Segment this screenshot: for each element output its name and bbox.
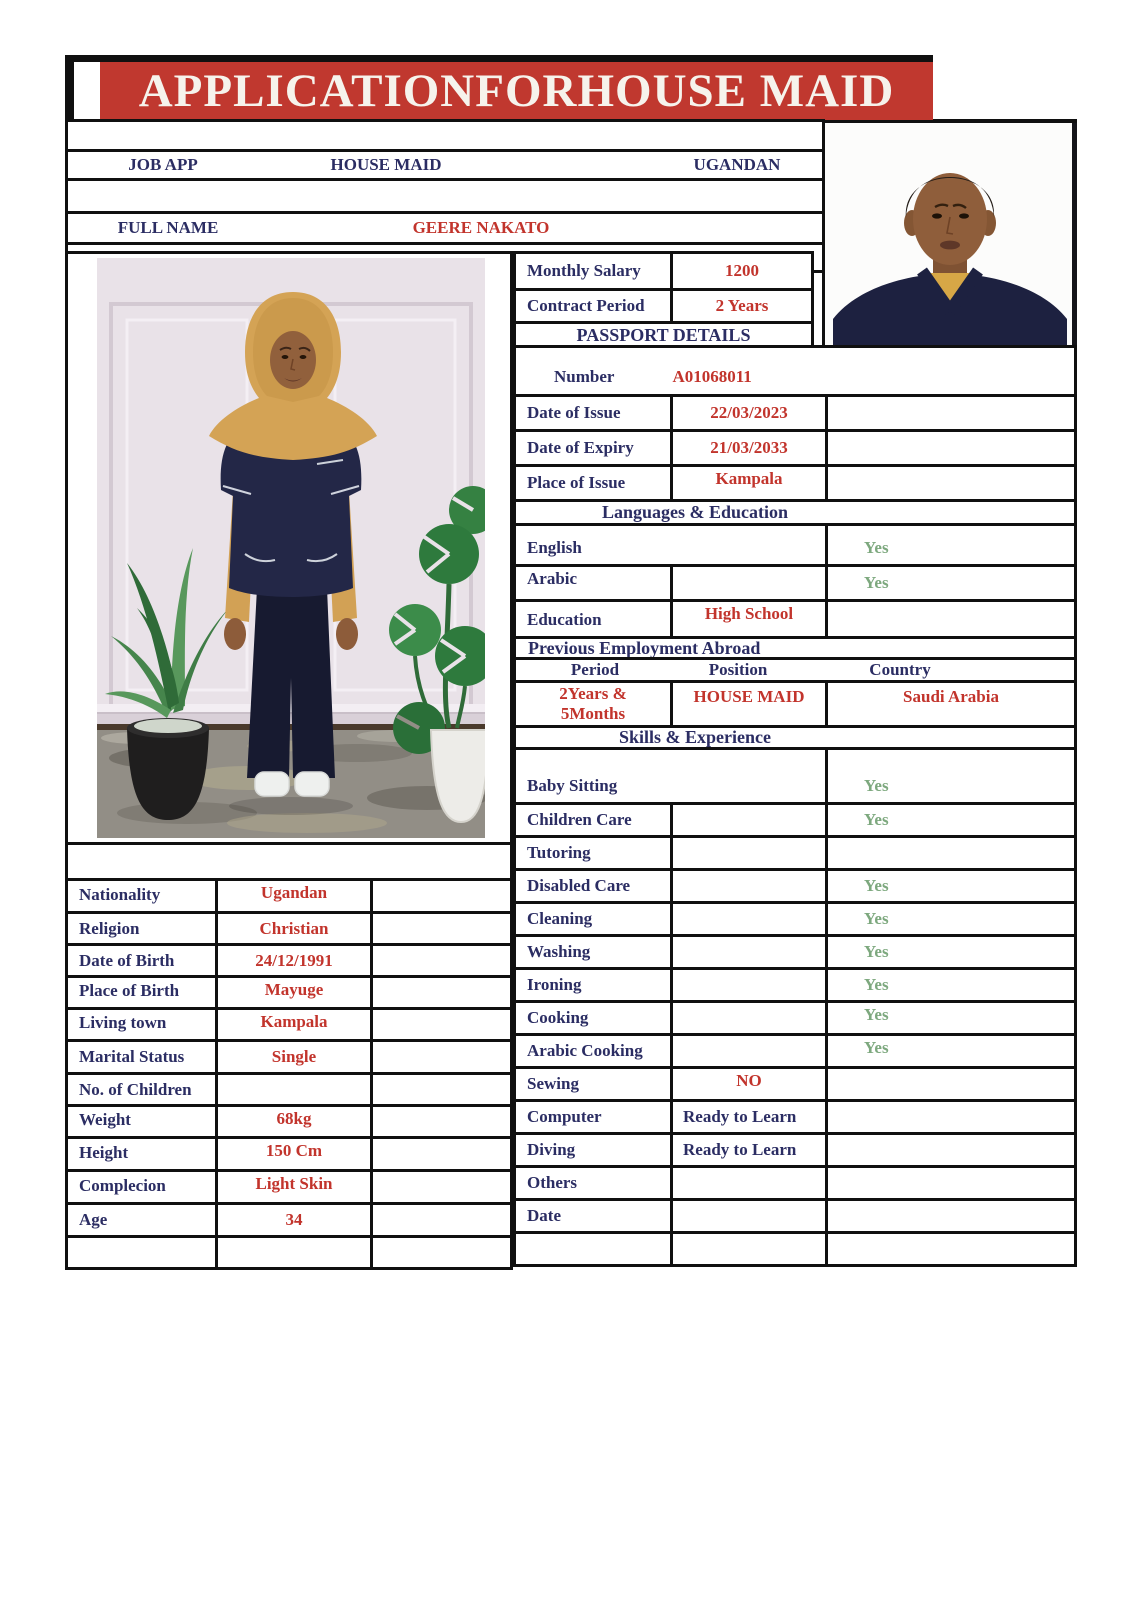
skill-label: Children Care xyxy=(516,805,673,838)
languages-section-row xyxy=(516,502,1077,526)
empty-strip-left xyxy=(65,842,513,881)
skill-row-cleaning xyxy=(516,904,1077,937)
passport-photo-frame xyxy=(825,123,1077,350)
skill-row-others xyxy=(516,1168,1077,1201)
personal-value: Light Skin xyxy=(218,1172,373,1205)
personal-row-place-of-birth xyxy=(68,978,513,1010)
personal-label: Religion xyxy=(68,914,218,946)
skill-row-date xyxy=(516,1201,1077,1234)
full-name-row xyxy=(65,211,825,245)
skill-label: Cooking xyxy=(516,1003,673,1036)
country-header: Country xyxy=(869,660,931,679)
right-table xyxy=(513,394,1077,1267)
personal-value: 34 xyxy=(218,1205,373,1238)
empty-header-row xyxy=(65,178,825,214)
date-of-issue-label: Date of Issue xyxy=(516,397,673,432)
title-banner xyxy=(100,62,933,120)
applicant-photo xyxy=(97,258,485,838)
personal-value: 150 Cm xyxy=(218,1139,373,1172)
skill-row-tutoring xyxy=(516,838,1077,871)
english-label: English xyxy=(516,526,828,567)
place-of-issue-value: Kampala xyxy=(673,467,828,502)
personal-label xyxy=(68,1238,218,1270)
skill-row-arabic-cooking xyxy=(516,1036,1077,1069)
personal-value: 68kg xyxy=(218,1107,373,1139)
personal-row-living-town xyxy=(68,1010,513,1042)
contract-period-label: Contract Period xyxy=(516,291,673,324)
skill-label: Baby Sitting xyxy=(516,750,828,805)
date-of-expiry-row xyxy=(516,432,1077,467)
personal-label: Nationality xyxy=(68,881,218,914)
skill-row-sewing xyxy=(516,1069,1077,1102)
education-value: High School xyxy=(673,602,828,639)
skill-label: Washing xyxy=(516,937,673,970)
skill-value: Yes xyxy=(828,970,1077,1003)
employment-period-value: 2Years & 5Months xyxy=(516,683,673,728)
personal-row-marital-status xyxy=(68,1042,513,1075)
personal-label: Place of Birth xyxy=(68,978,218,1010)
prev-employment-section-row xyxy=(516,639,1077,660)
skill-value: Yes xyxy=(828,937,1077,970)
date-of-expiry-label: Date of Expiry xyxy=(516,432,673,467)
job-nationality-label: UGANDAN xyxy=(693,155,781,174)
personal-label: Weight xyxy=(68,1107,218,1139)
skill-label: Diving xyxy=(516,1135,673,1168)
job-type-label: JOB APP xyxy=(128,155,198,174)
personal-row-nationality xyxy=(68,881,513,914)
place-of-issue-row xyxy=(516,467,1077,502)
personal-label: Height xyxy=(68,1139,218,1172)
skill-row-empty xyxy=(516,1234,1077,1267)
skill-row-cooking xyxy=(516,1003,1077,1036)
job-position-label: HOUSE MAID xyxy=(330,155,442,174)
education-row xyxy=(516,602,1077,639)
english-row xyxy=(516,526,1077,567)
employment-country-value: Saudi Arabia xyxy=(828,683,1077,728)
employment-position-value: HOUSE MAID xyxy=(673,683,828,728)
personal-row-complexion xyxy=(68,1172,513,1205)
date-of-issue-value: 22/03/2023 xyxy=(673,397,828,432)
personal-label: Living town xyxy=(68,1010,218,1042)
skill-label: Tutoring xyxy=(516,838,673,871)
personal-value xyxy=(218,1075,373,1107)
employment-header-cell xyxy=(516,660,1077,683)
skill-value: Yes xyxy=(828,1003,1077,1036)
monthly-salary-value: 1200 xyxy=(673,254,814,291)
skills-section-title: Skills & Experience xyxy=(516,728,1077,750)
arabic-row xyxy=(516,567,1077,602)
skill-label: Date xyxy=(516,1201,673,1234)
personal-value: Single xyxy=(218,1042,373,1075)
english-value: Yes xyxy=(828,526,1077,567)
skill-label: Computer xyxy=(516,1102,673,1135)
full-name-label: FULL NAME xyxy=(117,218,219,237)
passport-number-label: Number xyxy=(554,367,615,386)
skill-value: Yes xyxy=(828,1036,1077,1069)
monthly-salary-row xyxy=(516,254,814,291)
skill-row-children-care xyxy=(516,805,1077,838)
skill-value: NO xyxy=(673,1069,828,1102)
prev-employment-section-title: Previous Employment Abroad xyxy=(516,639,1077,660)
skill-row-disabled-care xyxy=(516,871,1077,904)
personal-label: Complecion xyxy=(68,1172,218,1205)
position-header: Position xyxy=(708,660,768,679)
skill-label: Others xyxy=(516,1168,673,1201)
empty-strip-top xyxy=(65,119,825,152)
personal-row-religion xyxy=(68,914,513,946)
passport-photo xyxy=(825,123,1077,350)
personal-label: Date of Birth xyxy=(68,946,218,978)
personal-value: Mayuge xyxy=(218,978,373,1010)
skill-value xyxy=(828,838,1077,871)
passport-number-row xyxy=(516,348,1077,397)
employment-data-row xyxy=(516,683,1077,728)
passport-number-cell xyxy=(516,348,1077,397)
skill-row-diving xyxy=(516,1135,1077,1168)
job-header-row xyxy=(65,149,825,181)
full-name-value: GEERE NAKATO xyxy=(412,218,550,237)
personal-row-age xyxy=(68,1205,513,1238)
main-photo-frame xyxy=(65,251,513,845)
skill-value: Ready to Learn xyxy=(673,1102,828,1135)
skill-row-washing xyxy=(516,937,1077,970)
skill-label: Cleaning xyxy=(516,904,673,937)
skill-row-computer xyxy=(516,1102,1077,1135)
date-of-issue-row xyxy=(516,397,1077,432)
arabic-value: Yes xyxy=(828,567,1077,602)
passport-number-table xyxy=(513,345,1077,397)
date-of-expiry-value: 21/03/2033 xyxy=(673,432,828,467)
personal-row-children xyxy=(68,1075,513,1107)
skills-section-row xyxy=(516,728,1077,750)
skill-value: Yes xyxy=(828,750,1077,805)
skill-label: Arabic Cooking xyxy=(516,1036,673,1069)
arabic-mid-cell xyxy=(673,567,828,602)
skill-label xyxy=(516,1234,673,1267)
personal-table xyxy=(65,878,513,1270)
passport-number-value: A01068011 xyxy=(672,367,752,386)
skill-value: Yes xyxy=(828,871,1077,904)
personal-row-weight xyxy=(68,1107,513,1139)
date-of-expiry-extra-cell xyxy=(828,432,1077,467)
skill-label: Disabled Care xyxy=(516,871,673,904)
skill-label: Sewing xyxy=(516,1069,673,1102)
personal-label: Age xyxy=(68,1205,218,1238)
salary-table xyxy=(513,251,814,350)
personal-value: Kampala xyxy=(218,1010,373,1042)
personal-label: No. of Children xyxy=(68,1075,218,1107)
personal-row-date-of-birth xyxy=(68,946,513,978)
skill-row-ironing xyxy=(516,970,1077,1003)
languages-section-title: Languages & Education xyxy=(516,502,1077,526)
skill-value: Ready to Learn xyxy=(673,1135,828,1168)
page-title: APPLICATIONFORHOUSE MAID xyxy=(138,65,895,117)
employment-header-row xyxy=(516,660,1077,683)
education-extra-cell xyxy=(828,602,1077,639)
passport-details-section-title: PASSPORT DETAILS xyxy=(516,324,814,350)
skill-row-baby-sitting xyxy=(516,750,1077,805)
personal-row-empty xyxy=(68,1238,513,1270)
education-label: Education xyxy=(516,602,673,639)
skill-value: Yes xyxy=(828,805,1077,838)
personal-label: Marital Status xyxy=(68,1042,218,1075)
arabic-label: Arabic xyxy=(516,567,673,602)
personal-value: Ugandan xyxy=(218,881,373,914)
place-of-issue-extra-cell xyxy=(828,467,1077,502)
period-header: Period xyxy=(570,660,620,679)
skill-value: Yes xyxy=(828,904,1077,937)
date-of-issue-extra-cell xyxy=(828,397,1077,432)
personal-value: Christian xyxy=(218,914,373,946)
skill-label: Ironing xyxy=(516,970,673,1003)
contract-period-value: 2 Years xyxy=(673,291,814,324)
place-of-issue-label: Place of Issue xyxy=(516,467,673,502)
monthly-salary-label: Monthly Salary xyxy=(516,254,673,291)
frame-top-bar xyxy=(65,55,933,62)
contract-period-row xyxy=(516,291,814,324)
personal-value: 24/12/1991 xyxy=(218,946,373,978)
personal-row-height xyxy=(68,1139,513,1172)
